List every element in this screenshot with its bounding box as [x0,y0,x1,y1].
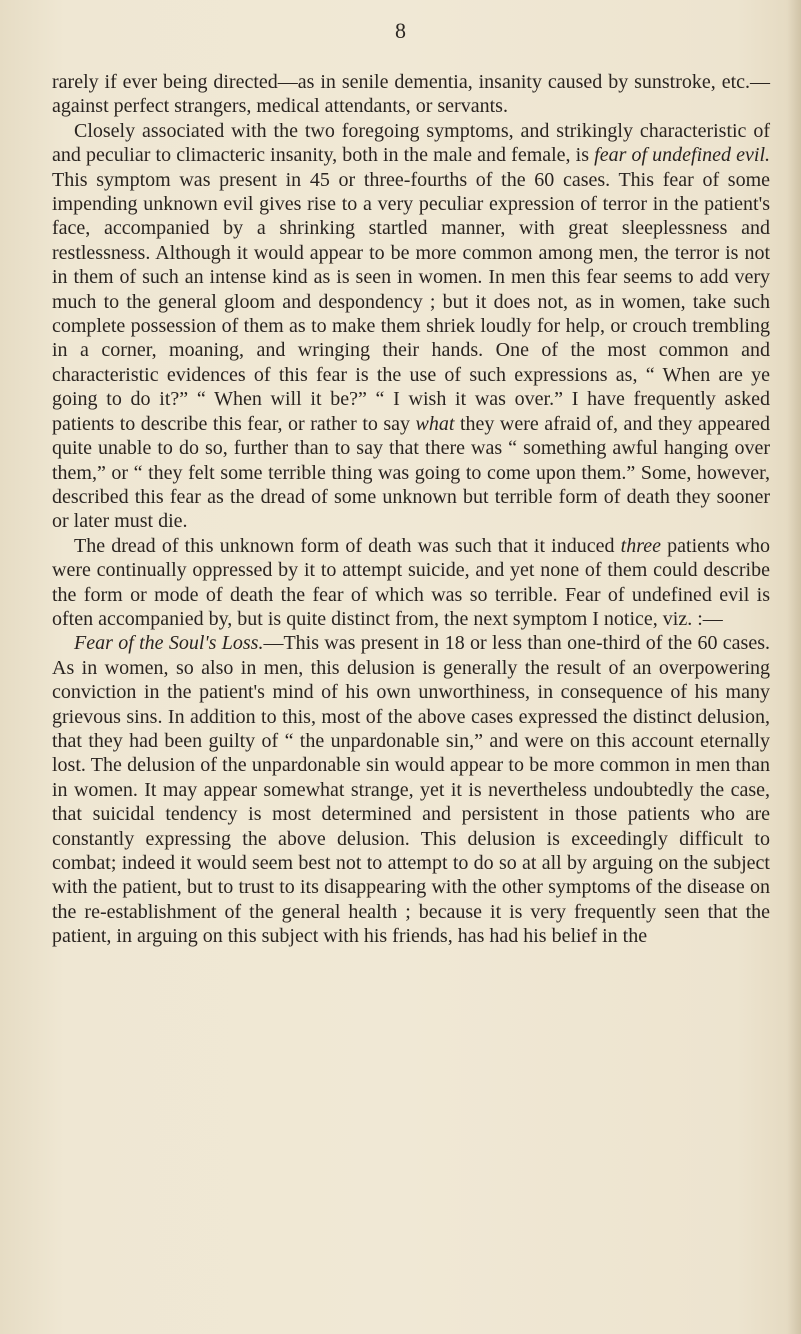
paragraph [52,119,770,534]
text-run: The dread of this unknown form of death was such that it induced [74,534,621,557]
paragraph [52,70,770,119]
text-run: —This was present in 18 or less than one-third of the 60 cases. As in women, so also in men, this delusion is generally the result of an overpowering conviction in the patient's mind of his own unworthiness, in consequence of his many grievous sins. In addition to this, most of the above cases expressed the distinct delusion, that they had been guilty of “ the unpardonable sin,” and were on this account eternally lost. The delusion of the unpardonable sin would appear to be more common in men than in women. It may appear somewhat strange, yet it is nevertheless undoubtedly the case, that suicidal tendency is most determined and persistent in those patients who are constantly expressing the above delusion. This delusion is exceedingly difficult to combat; indeed it would seem best not to attempt to do so at all by arguing on the subject with the patient, but to trust to its disappearing with the other symptoms of the disease on the re-establishment of the general health ; because it is very frequently seen that the patient, in arguing on this subject with his friends, has had his belief in the [52,632,770,948]
text-run: Closely associated with the two foregoing symptoms, and strikingly characteristic of and peculiar to climacteric insanity, both in the male and female, is [52,119,770,167]
text-run: This symptom was present in 45 or three-fourths of the 60 cases. This fear of some impending unknown evil gives rise to a very peculiar expression of terror in the patient's face, accompanied by a shrinking startled manner, with great sleeplessness and restlessness. Although it would appear to be more common among men, the terror is not in them of such an intense kind as is seen in women. In men this fear seems to add very much to the general gloom and despondency ; but it does not, as in women, take such complete possession of them as to make them shriek loudly for help, or crouch trembling in a corner, moaning, and wringing their hands. One of the most common and characteristic evidences of this fear is the use of such expressions as, “ When are ye going to do it?” “ When will it be?” “ I wish it was over.” I have frequently asked patients to describe this fear, or rather to say [52,168,770,435]
text-run: patients who were continually oppressed by it to attempt suicide, and yet none of them could describe the form or mode of death the fear of which was so terrible. Fear of undefined evil is often accompanied by, but is quite distinct from, the next symptom I notice, viz. :— [52,534,770,630]
italic-text-run: what [415,412,455,435]
text-run: rarely if ever being directed—as in senile dementia, insanity caused by sunstroke, etc.—against perfect strangers, medical attendants, or servants. [52,71,770,118]
italic-text-run: fear of undefined evil. [594,144,770,167]
body-text [52,70,770,949]
text-run: they were afraid of, and they appeared quite unable to do so, further than to say that there was “ something awful hanging over them,” or “ they felt some terrible thing was going to come upon them.” Some, however, described this fear as the dread of some unknown but terrible form of death they sooner or later must die. [52,412,770,533]
paragraph [52,631,770,948]
page-edge-shadow [787,0,801,1334]
italic-text-run: Fear of the Soul's Loss. [74,632,264,655]
paragraph [52,534,770,632]
italic-text-run: three [620,534,662,557]
page-number: 8 [395,18,406,43]
